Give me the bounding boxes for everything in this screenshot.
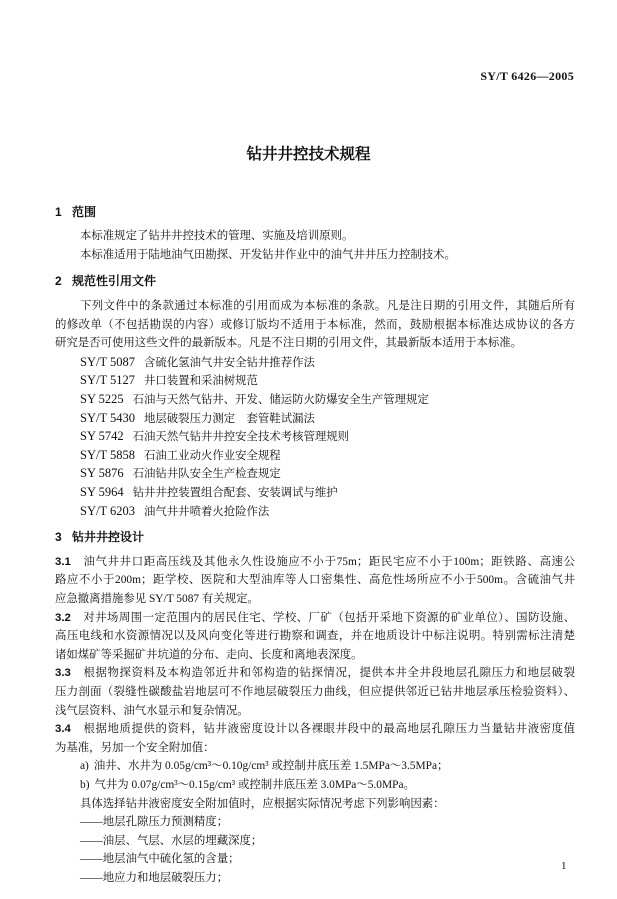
option-label: b) [80, 778, 90, 791]
reference-code: SY/T 5858 [80, 447, 135, 462]
option-text: 气井为 0.07g/cm³～0.15g/cm³ 或控制井底压差 3.0MPa～5.0MPa。 [94, 778, 415, 791]
section-title: 钻井井控设计 [72, 530, 145, 545]
clause-text: 对井场周围一定范围内的居民住宅、学校、厂矿（包括开采地下资源的矿业单位）、国防设施、 [82, 611, 575, 624]
reference-title: 井口装置和采油树规范 [144, 375, 258, 388]
paragraph: 本标准规定了钻井井控技术的管理、实施及培训原则。 [80, 230, 354, 243]
section-title: 规范性引用文件 [72, 274, 157, 289]
reference-title: 含硫化氢油气井安全钻井推荐作法 [144, 356, 315, 369]
intro-line: 研究是否可使用这些文件的最新版本。凡是不注日期的引用文件，其最新版本适用于本标准。 [55, 337, 523, 350]
clause-3-4-line: 为基准，另加一个安全附加值： [55, 741, 215, 754]
reference-item [55, 464, 575, 483]
clause-text: 根据地质提供的资料，钻井液密度设计以各裸眼井段中的最高地层孔隙压力当量钻井液密度值 [82, 723, 575, 736]
standard-number: SY/T 6426—2005 [480, 69, 574, 83]
section-title: 范围 [72, 204, 97, 219]
factor-item: ——油层、气层、水层的埋藏深度； [80, 834, 263, 847]
clause-number: 3.2 [55, 611, 71, 624]
section-heading-normative-references [55, 272, 575, 291]
section-number: 2 [55, 274, 62, 289]
clause-3-2-line: 高压电线和水资源情况以及风向变化等进行勘察和调查，并在地质设计中标注说明。特别需标注清楚 [55, 630, 575, 643]
clause-text: 油气井井口距高压线及其他永久性设施应不小于75m；距民宅应不小于100m；距铁路、高速公 [82, 555, 575, 568]
clause-3-3-line: 压力剖面（裂缝性碳酸盐岩地层可不作地层破裂压力曲线，但应提供邻近已钻井地层承压检验资料）、 [55, 685, 575, 698]
reference-item [55, 371, 575, 390]
page-number: 1 [561, 860, 567, 872]
reference-item [55, 427, 575, 446]
reference-title: 石油工业动火作业安全规程 [144, 449, 281, 462]
reference-item [55, 446, 575, 465]
document-body [55, 203, 575, 888]
clause-3-1-line: 路应不小于200m；距学校、医院和大型油库等人口密集性、高危性场所应不小于500m。含硫油气井 [55, 574, 575, 587]
reference-title: 石油与天然气钻井、开发、储运防火防爆安全生产管理规定 [132, 394, 429, 407]
reference-code: SY 5742 [80, 429, 124, 444]
clause-3-3-line [55, 664, 575, 683]
paragraph: 本标准适用于陆地油气田勘探、开发钻井作业中的油气井井压力控制技术。 [80, 248, 456, 261]
factor-item: ——地层孔隙压力预测精度； [80, 816, 229, 829]
clause-3-3-line: 浅气层资料、油气水显示和复杂情况。 [55, 704, 249, 717]
section-number: 3 [55, 530, 62, 545]
reference-code: SY 5225 [80, 392, 124, 407]
reference-code: SY/T 5127 [80, 373, 135, 388]
reference-code: SY 5876 [80, 466, 124, 481]
clause-3-2-line [55, 609, 575, 628]
option-item [55, 776, 575, 795]
reference-title: 油气井井喷着火抢险作法 [144, 505, 270, 518]
section-heading-scope [55, 203, 575, 222]
factor-item: ——地应力和地层破裂压力； [80, 871, 229, 884]
reference-item [55, 502, 575, 521]
reference-title: 石油钻井队安全生产检查规定 [132, 468, 281, 481]
reference-code: SY/T 5430 [80, 410, 135, 425]
reference-title: 钻井井控装置组合配套、安装调试与维护 [132, 487, 338, 499]
document-title: 钻井井控技术规程 [246, 146, 371, 163]
clause-3-1-line [55, 553, 575, 572]
reference-item [55, 353, 575, 372]
reference-item [55, 409, 575, 428]
reference-code: SY/T 6203 [80, 503, 135, 518]
reference-item [55, 483, 575, 502]
reference-title: 地层破裂压力测定 套管鞋试漏法 [144, 412, 315, 425]
clause-3-2-line: 诸如煤矿等采掘矿井坑道的分布、走向、长度和离地表深度。 [55, 648, 363, 661]
section-heading-well-control-design [55, 528, 575, 547]
clause-3-1-line: 应急撤离措施参见 SY/T 5087 有关规定。 [55, 592, 259, 605]
reference-item [55, 390, 575, 409]
reference-code: SY/T 5087 [80, 354, 135, 369]
option-item [55, 757, 575, 776]
clause-3-4-line [55, 720, 575, 739]
option-label: a) [80, 760, 89, 773]
intro-line: 下列文件中的条款通过本标准的引用而成为本标准的条款。凡是注日期的引用文件，其随后所有 [80, 300, 575, 313]
reference-title: 石油天然气钻井井控安全技术考核管理规则 [132, 431, 350, 444]
clause-text: 根据物探资料及本构造邻近井和邻构造的钻探情况，提供本井全井段地层孔隙压力和地层破裂 [82, 667, 575, 680]
clause-number: 3.1 [55, 555, 71, 568]
option-text: 油井、水井为 0.05g/cm³～0.10g/cm³ 或控制井底压差 1.5MPa～3.5MPa； [93, 760, 449, 773]
selection-note: 具体选择钻井液密度安全附加值时，应根据实际情况考虑下列影响因素： [80, 797, 445, 810]
clause-number: 3.3 [55, 667, 71, 680]
factor-item: ——地层油气中硫化氢的含量； [80, 853, 240, 866]
reference-code: SY 5964 [80, 485, 124, 499]
intro-line: 的修改单（不包括勘误的内容）或修订版均不适用于本标准，然而，鼓励根据本标准达成协议的各方 [55, 318, 575, 331]
section-number: 1 [55, 204, 62, 219]
clause-number: 3.4 [55, 723, 71, 736]
